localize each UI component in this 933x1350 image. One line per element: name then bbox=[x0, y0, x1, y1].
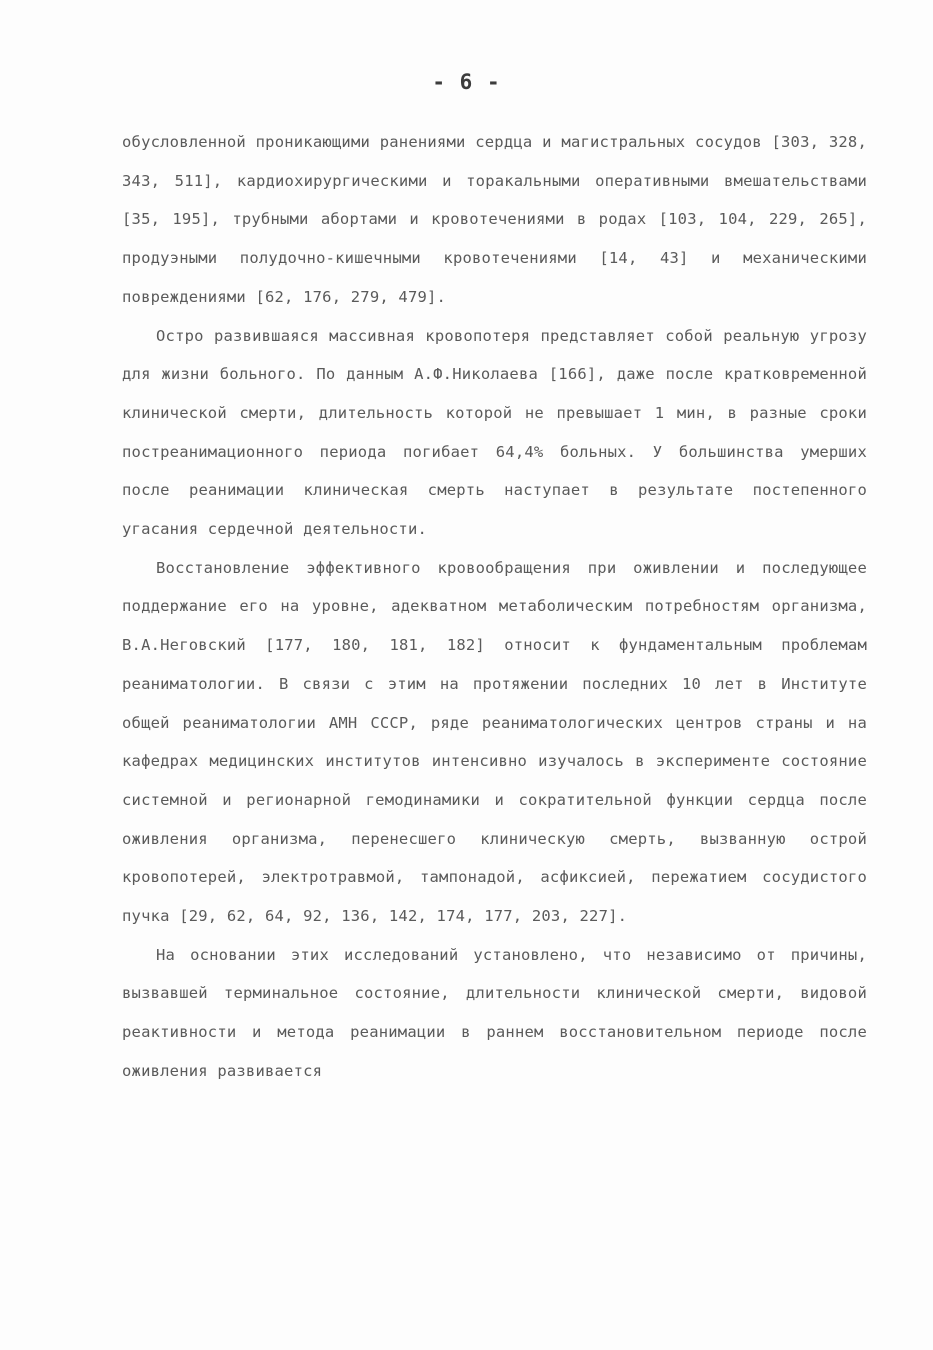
paragraph-3: Восстановление эффективного кровообращения при оживлении и последующее поддержание его на уровне, адекватном метаболическим потребностям организма, В.А.Неговский [177, 180, 181, 182] относит к фундаментальным проблемам реаниматологии. В связи с этим на протяжении последних 10 лет в Институте общей реаниматологии АМН СССР, ряде реаниматологических центров страны и на кафедрах медицинских институтов интенсивно изучалось в эксперименте состояние системной и регионарной гемодинамики и сократительной функции сердца после оживления организма, перенесшего клиническую смерть, вызванную острой кровопотерей, электротравмой, тампонадой, асфиксией, пережатием сосудистого пучка [29, 62, 64, 92, 136, 142, 174, 177, 203, 227]. bbox=[122, 558, 867, 926]
paragraph-2: Остро развившаяся массивная кровопотеря представляет собой реальную угрозу для жизни больного. По данным А.Ф.Николаева [166], даже после кратковременной клинической смерти, длительность которой не превышает 1 мин, в разные сроки постреанимационного периода погибает 64,4% больных. У большинства умерших после реанимации клиническая смерть наступает в результате постепенного угасания сердечной деятельности. bbox=[122, 326, 867, 539]
page-number: - 6 - bbox=[432, 70, 501, 94]
paragraph-4: На основании этих исследований установлено, что независимо от причины, вызвавшей терминальное состояние, длительности клинической смерти, видовой реактивности и метода реанимации в раннем восстановительном периоде после оживления развивается bbox=[122, 945, 867, 1080]
body-text bbox=[122, 123, 867, 1091]
paragraph-1: обусловленной проникающими ранениями сердца и магистральных сосудов [303, 328, 343, 511], кардиохирургическими и торакальными оперативными вмешательствами [35, 195], трубными абортами и кровотечениями в родах [103, 104, 229, 265], продуэными полудочно-кишечными кровотечениями [14, 43] и механическими повреждениями [62, 176, 279, 479]. bbox=[122, 133, 867, 306]
